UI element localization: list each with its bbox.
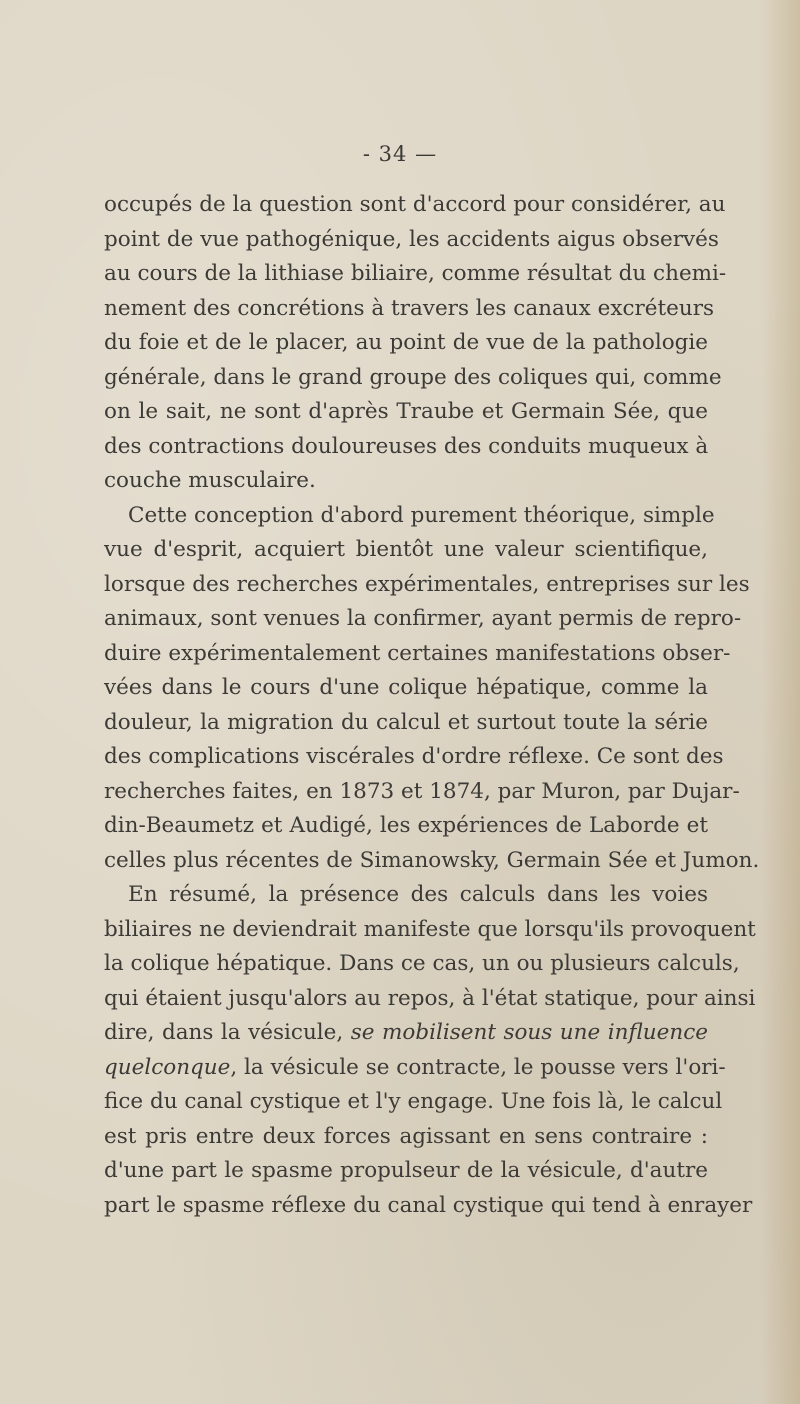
text-line: douleur, la migration du calcul et surtout toute la série xyxy=(104,709,708,735)
paragraph-start-line: En résumé, la présence des calculs dans les voies xyxy=(128,882,708,907)
text-line: part le spasme réflexe du canal cystique qui tend à enrayer xyxy=(104,1192,753,1218)
text-line-with-emphasis xyxy=(104,1051,726,1086)
text-fragment: dire, dans la vésicule, xyxy=(104,1020,344,1045)
text-line: qui étaient jusqu'alors au repos, à l'état statique, pour ainsi xyxy=(104,985,756,1011)
text-line: la colique hépatique. Dans ce cas, un ou plusieurs calculs, xyxy=(104,951,740,976)
text-line: recherches faites, en 1873 et 1874, par Muron, par Dujar- xyxy=(104,778,740,804)
emphasized-text: quelconque xyxy=(104,1054,231,1080)
paragraph-start-line: Cette conception d'abord purement théorique, simple xyxy=(128,502,715,528)
text-line: d'une part le spasme propulseur de la vésicule, d'autre xyxy=(104,1158,708,1183)
text-line: au cours de la lithiase biliaire, comme résultat du chemi- xyxy=(104,261,727,286)
text-line: nement des concrétions à travers les canaux excréteurs xyxy=(104,295,715,321)
text-line: occupés de la question sont d'accord pour considérer, au xyxy=(104,192,726,217)
emphasized-text: se mobilisent sous une influence xyxy=(350,1020,708,1045)
text-line: lorsque des recherches expérimentales, entreprises sur les xyxy=(104,571,750,597)
text-line: din-Beaumetz et Audigé, les expériences de Laborde et xyxy=(104,813,708,838)
text-line-with-emphasis xyxy=(104,1016,708,1051)
text-line: on le sait, ne sont d'après Traube et Germain Sée, que xyxy=(104,399,708,424)
text-line: du foie et de le placer, au point de vue de la pathologie xyxy=(104,330,708,355)
text-line: des complications viscérales d'ordre réflexe. Ce sont des xyxy=(104,744,724,769)
text-line: vées dans le cours d'une colique hépatique, comme la xyxy=(104,675,708,700)
text-line: point de vue pathogénique, les accidents aigus observés xyxy=(104,226,719,252)
text-line: duire expérimentalement certaines manifestations obser- xyxy=(104,640,731,666)
page-number: - 34 — xyxy=(362,142,438,166)
text-line: animaux, sont venues la confirmer, ayant permis de repro- xyxy=(104,606,742,631)
text-line: est pris entre deux forces agissant en sens contraire : xyxy=(104,1123,708,1149)
text-line: vue d'esprit, acquiert bientôt une valeur scientifique, xyxy=(104,537,708,562)
text-line: fice du canal cystique et l'y engage. Une fois là, le calcul xyxy=(104,1089,723,1114)
text-line: des contractions douloureuses des conduits muqueux à xyxy=(104,433,709,459)
text-line: générale, dans le grand groupe des coliques qui, comme xyxy=(104,364,722,390)
page-edge-shadow xyxy=(760,0,800,1404)
text-line: biliaires ne deviendrait manifeste que lorsqu'ils provoquent xyxy=(104,916,756,942)
body-text xyxy=(104,188,760,1223)
text-fragment: , la vésicule se contracte, le pousse vers l'ori- xyxy=(230,1054,726,1080)
text-line: celles plus récentes de Simanowsky, Germain Sée et Jumon. xyxy=(104,847,760,873)
text-line: couche musculaire. xyxy=(104,468,316,493)
